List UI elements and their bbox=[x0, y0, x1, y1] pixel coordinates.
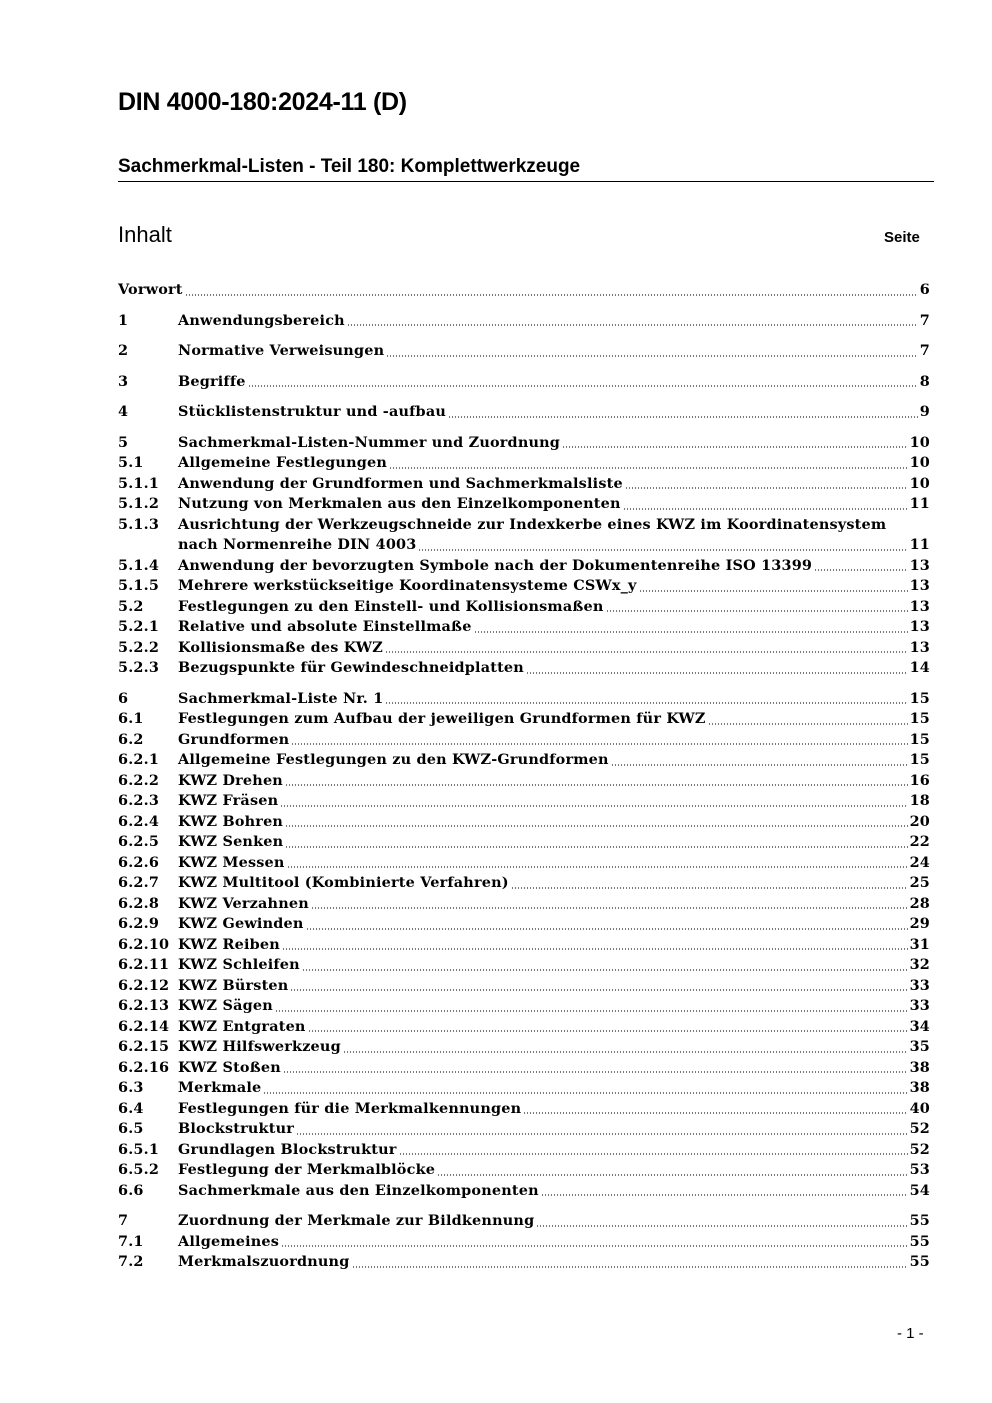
toc-entry-page: 13 bbox=[909, 618, 930, 635]
toc-entry-number: 6 bbox=[118, 689, 129, 707]
toc-entry-page: 35 bbox=[909, 1038, 930, 1055]
toc-entry[interactable] bbox=[118, 402, 930, 423]
toc-entry-page: 7 bbox=[919, 311, 930, 329]
toc-entry-title: Festlegungen für die Merkmalkennungen bbox=[178, 1099, 522, 1117]
toc-entry-title: Ausrichtung der Werkzeugschneide zur Indexkerbe eines KWZ im Koordinatensystem bbox=[178, 515, 887, 533]
toc-entry-title: Allgemeines bbox=[178, 1232, 280, 1250]
toc-entry[interactable] bbox=[118, 576, 930, 597]
toc-entry-number: 3 bbox=[118, 372, 129, 390]
toc-entry-page: 33 bbox=[909, 976, 930, 994]
toc-entry-page: 18 bbox=[909, 792, 930, 809]
toc-entry[interactable] bbox=[118, 1037, 930, 1058]
toc-entry-number: 6.2.13 bbox=[118, 997, 170, 1014]
toc-entry-page: 52 bbox=[909, 1120, 930, 1137]
toc-entry-title: Sachmerkmal-Listen-Nummer und Zuordnung bbox=[178, 433, 561, 451]
toc-entry-page: 13 bbox=[909, 638, 930, 656]
page-column-label: Seite bbox=[884, 229, 920, 246]
toc-entry[interactable] bbox=[118, 894, 930, 915]
toc-entry-title: Anwendung der Grundformen und Sachmerkmalsliste bbox=[178, 474, 623, 492]
toc-dot-leader bbox=[606, 610, 908, 612]
toc-entry-title: Festlegungen zum Aufbau der jeweiligen Grundformen für KWZ bbox=[178, 710, 706, 727]
toc-entry-page: 16 bbox=[909, 771, 930, 789]
toc-entry-page: 29 bbox=[909, 915, 930, 932]
toc-entry-title: Nutzung von Merkmalen aus den Einzelkomponenten bbox=[178, 495, 621, 512]
toc-entry-title: KWZ Hilfswerkzeug bbox=[178, 1038, 341, 1055]
toc-entry-number: 6.2.6 bbox=[118, 853, 160, 871]
toc-entry-page: 31 bbox=[909, 935, 930, 953]
toc-entry[interactable] bbox=[118, 658, 930, 679]
toc-entry-page: 11 bbox=[909, 495, 930, 512]
toc-entry-page: 38 bbox=[909, 1079, 930, 1096]
toc-entry-title: KWZ Messen bbox=[178, 853, 285, 871]
toc-entry-title: Relative und absolute Einstellmaße bbox=[178, 618, 472, 635]
toc-entry[interactable] bbox=[118, 372, 930, 393]
toc-entry-title: Sachmerkmale aus den Einzelkomponenten bbox=[178, 1181, 539, 1199]
toc-entry-number: 5.1.5 bbox=[118, 577, 160, 594]
toc-entry-number: 6.2.15 bbox=[118, 1038, 170, 1055]
toc-entry-number: 7.1 bbox=[118, 1232, 144, 1250]
toc-entry-number: 5.1 bbox=[118, 454, 144, 471]
toc-entry-page: 14 bbox=[909, 659, 930, 676]
toc-entry-page: 20 bbox=[909, 812, 930, 830]
toc-entry[interactable] bbox=[118, 730, 930, 751]
toc-entry-title: KWZ Bürsten bbox=[178, 976, 289, 994]
toc-entry[interactable] bbox=[118, 1058, 930, 1079]
toc-dot-leader bbox=[248, 385, 918, 387]
toc-entry-page: 52 bbox=[909, 1140, 930, 1158]
toc-entry-title: Normative Verweisungen bbox=[178, 342, 385, 359]
toc-entry-title: Grundformen bbox=[178, 730, 290, 748]
toc-dot-leader bbox=[639, 590, 908, 592]
toc-entry-number: 6.2.16 bbox=[118, 1058, 170, 1076]
toc-entry-number: 6.4 bbox=[118, 1099, 144, 1117]
toc-entry-title: KWZ Gewinden bbox=[178, 915, 304, 932]
toc-entry-number: 6.5.2 bbox=[118, 1161, 160, 1178]
toc-entry-title: KWZ Entgraten bbox=[178, 1017, 306, 1035]
toc-entry-page: 32 bbox=[909, 956, 930, 973]
toc-dot-leader bbox=[275, 1010, 908, 1012]
toc-entry-page: 28 bbox=[909, 894, 930, 912]
toc-dot-leader bbox=[287, 866, 908, 868]
toc-dot-leader bbox=[302, 969, 908, 971]
toc-entry-page: 15 bbox=[909, 689, 930, 707]
toc-dot-leader bbox=[399, 1153, 908, 1155]
toc-dot-leader bbox=[523, 1112, 907, 1114]
toc-entry[interactable] bbox=[118, 515, 930, 556]
toc-dot-leader bbox=[562, 446, 907, 448]
toc-dot-leader bbox=[282, 948, 908, 950]
toc-entry-title: Festlegung der Merkmalblöcke bbox=[178, 1161, 436, 1178]
toc-dot-leader bbox=[283, 1071, 908, 1073]
toc-dot-leader bbox=[296, 1133, 908, 1135]
toc-entry-number: 5.2.2 bbox=[118, 638, 160, 656]
toc-entry[interactable] bbox=[118, 1140, 930, 1161]
document-subtitle: Sachmerkmal-Listen - Teil 180: Komplettwerkzeuge bbox=[118, 156, 934, 182]
toc-dot-leader bbox=[263, 1092, 907, 1094]
toc-entry[interactable] bbox=[118, 280, 930, 301]
toc-entry-number: 6.5 bbox=[118, 1120, 144, 1137]
toc-entry-number: 6.5.1 bbox=[118, 1140, 160, 1158]
toc-entry-page: 15 bbox=[909, 730, 930, 748]
toc-entry-title: Merkmalszuordnung bbox=[178, 1253, 350, 1270]
toc-entry[interactable] bbox=[118, 1017, 930, 1038]
toc-dot-leader bbox=[814, 569, 907, 571]
toc-entry-number: 6.6 bbox=[118, 1181, 144, 1199]
toc-entry-title: Bezugspunkte für Gewindeschneidplatten bbox=[178, 659, 524, 676]
toc-entry-number: 5.1.4 bbox=[118, 556, 160, 574]
toc-dot-leader bbox=[285, 825, 907, 827]
toc-entry-number: 2 bbox=[118, 342, 129, 359]
toc-entry-page: 6 bbox=[919, 281, 930, 298]
toc-entry-title: Merkmale bbox=[178, 1079, 262, 1096]
toc-entry-number: 6.2.11 bbox=[118, 956, 170, 973]
toc-entry-number: 6.2 bbox=[118, 730, 144, 748]
toc-entry-title: Vorwort bbox=[118, 281, 183, 298]
toc-entry[interactable] bbox=[118, 689, 930, 710]
toc-entry[interactable] bbox=[118, 955, 930, 976]
toc-entry-number: 5.2.1 bbox=[118, 618, 160, 635]
toc-entry-title: KWZ Sägen bbox=[178, 997, 273, 1014]
toc-dot-leader bbox=[343, 1051, 908, 1053]
toc-dot-leader bbox=[285, 846, 907, 848]
toc-entry-title: Kollisionsmaße des KWZ bbox=[178, 638, 383, 656]
toc-entry-number: 6.2.3 bbox=[118, 792, 160, 809]
toc-dot-leader bbox=[185, 294, 918, 296]
toc-entry[interactable] bbox=[118, 1160, 930, 1181]
toc-entry-page: 25 bbox=[909, 874, 930, 891]
toc-dot-leader bbox=[280, 805, 907, 807]
toc-entry[interactable] bbox=[118, 311, 930, 332]
toc-dot-leader bbox=[308, 1030, 908, 1032]
toc-entry-title: Begriffe bbox=[178, 372, 246, 390]
toc-entry[interactable] bbox=[118, 341, 930, 362]
toc-entry-title: Allgemeine Festlegungen bbox=[178, 454, 388, 471]
toc-entry-title: Blockstruktur bbox=[178, 1120, 295, 1137]
toc-entry-title: Allgemeine Festlegungen zu den KWZ-Grundformen bbox=[178, 751, 609, 768]
toc-dot-leader bbox=[418, 549, 907, 551]
toc-entry[interactable] bbox=[118, 832, 930, 853]
toc-dot-leader bbox=[285, 784, 908, 786]
toc-entry-page: 33 bbox=[909, 997, 930, 1014]
toc-entry-page: 9 bbox=[919, 403, 930, 420]
toc-entry-number: 6.2.10 bbox=[118, 935, 170, 953]
toc-entry-title: Anwendungsbereich bbox=[178, 311, 345, 329]
toc-dot-leader bbox=[511, 887, 908, 889]
toc-entry-title-continued: nach Normenreihe DIN 4003 bbox=[178, 536, 417, 553]
toc-entry-page: 13 bbox=[909, 577, 930, 594]
toc-entry-number: 6.2.8 bbox=[118, 894, 160, 912]
toc-entry-page: 53 bbox=[909, 1161, 930, 1178]
toc-entry-page: 34 bbox=[909, 1017, 930, 1035]
toc-entry[interactable] bbox=[118, 853, 930, 874]
toc-entry-title: KWZ Stoßen bbox=[178, 1058, 281, 1076]
toc-dot-leader bbox=[290, 989, 907, 991]
toc-entry-number: 5.1.2 bbox=[118, 495, 160, 512]
toc-entry-page: 55 bbox=[909, 1232, 930, 1250]
toc-entry-page: 13 bbox=[909, 597, 930, 615]
toc-entry-title: Stücklistenstruktur und -aufbau bbox=[178, 403, 446, 420]
toc-entry-page: 15 bbox=[909, 710, 930, 727]
toc-entry[interactable] bbox=[118, 1099, 930, 1120]
toc-dot-leader bbox=[526, 672, 908, 674]
toc-entry-number: 6.2.9 bbox=[118, 915, 160, 932]
toc-entry[interactable] bbox=[118, 638, 930, 659]
toc-entry-title: KWZ Senken bbox=[178, 833, 284, 850]
toc-entry[interactable] bbox=[118, 1252, 930, 1273]
toc-entry-title: KWZ Multitool (Kombinierte Verfahren) bbox=[178, 874, 509, 891]
toc-entry[interactable] bbox=[118, 709, 930, 730]
toc-entry-page: 13 bbox=[909, 556, 930, 574]
toc-entry[interactable] bbox=[118, 494, 930, 515]
toc-entry[interactable] bbox=[118, 791, 930, 812]
toc-dot-leader bbox=[611, 764, 908, 766]
toc-entry-title: Sachmerkmal-Liste Nr. 1 bbox=[178, 689, 384, 707]
toc-entry-page: 8 bbox=[919, 372, 930, 390]
toc-entry-number: 6.2.12 bbox=[118, 976, 170, 994]
toc-dot-leader bbox=[385, 651, 908, 653]
toc-dot-leader bbox=[385, 702, 907, 704]
toc-entry[interactable] bbox=[118, 617, 930, 638]
toc-dot-leader bbox=[281, 1245, 907, 1247]
toc-entry[interactable] bbox=[118, 771, 930, 792]
toc-dot-leader bbox=[347, 324, 918, 326]
toc-dot-leader bbox=[437, 1174, 907, 1176]
toc-entry[interactable] bbox=[118, 1232, 930, 1253]
toc-entry[interactable] bbox=[118, 453, 930, 474]
toc-dot-leader bbox=[541, 1194, 908, 1196]
toc-entry[interactable] bbox=[118, 474, 930, 495]
toc-dot-leader bbox=[386, 355, 918, 357]
toc-entry-number: 6.2.7 bbox=[118, 874, 160, 891]
toc-entry-number: 1 bbox=[118, 311, 129, 329]
toc-entry-title: KWZ Bohren bbox=[178, 812, 284, 830]
toc-entry[interactable] bbox=[118, 1078, 930, 1099]
toc-entry-title: Mehrere werkstückseitige Koordinatensysteme CSWx_y bbox=[178, 577, 637, 594]
toc-entry-page: 7 bbox=[919, 342, 930, 359]
toc-dot-leader bbox=[708, 723, 908, 725]
toc-entry-title: Anwendung der bevorzugten Symbole nach der Dokumentenreihe ISO 13399 bbox=[178, 556, 813, 574]
toc-entry-title: KWZ Schleifen bbox=[178, 956, 300, 973]
toc-entry[interactable] bbox=[118, 750, 930, 771]
contents-heading: Inhalt bbox=[118, 222, 172, 247]
toc-entry[interactable] bbox=[118, 812, 930, 833]
toc-entry-number: 5.1.1 bbox=[118, 474, 160, 492]
toc-entry-number: 6.2.1 bbox=[118, 751, 160, 768]
toc-entry-title: KWZ Reiben bbox=[178, 935, 280, 953]
toc-entry-number: 6.3 bbox=[118, 1079, 144, 1096]
toc-entry-page: 24 bbox=[909, 853, 930, 871]
toc-entry[interactable] bbox=[118, 433, 930, 454]
toc-entry-number: 5 bbox=[118, 433, 129, 451]
toc-dot-leader bbox=[352, 1266, 908, 1268]
toc-entry-page: 55 bbox=[909, 1253, 930, 1270]
toc-entry-number: 6.2.4 bbox=[118, 812, 160, 830]
toc-entry-number: 7.2 bbox=[118, 1253, 144, 1270]
toc-entry[interactable] bbox=[118, 597, 930, 618]
toc-entry-number: 6.2.5 bbox=[118, 833, 160, 850]
toc-dot-leader bbox=[389, 467, 908, 469]
toc-entry-title: Zuordnung der Merkmale zur Bildkennung bbox=[178, 1212, 535, 1229]
toc-entry[interactable] bbox=[118, 914, 930, 935]
table-of-contents bbox=[118, 280, 930, 1273]
toc-entry-page: 10 bbox=[909, 474, 930, 492]
toc-entry-number: 6.2.2 bbox=[118, 771, 160, 789]
toc-dot-leader bbox=[291, 743, 907, 745]
toc-entry[interactable] bbox=[118, 996, 930, 1017]
toc-entry[interactable] bbox=[118, 1211, 930, 1232]
toc-entry[interactable] bbox=[118, 1119, 930, 1140]
toc-entry-page: 10 bbox=[909, 454, 930, 471]
toc-entry-title: KWZ Fräsen bbox=[178, 792, 279, 809]
toc-entry-page: 38 bbox=[909, 1058, 930, 1076]
toc-entry-number: 5.2.3 bbox=[118, 659, 160, 676]
toc-dot-leader bbox=[306, 928, 908, 930]
toc-entry-page: 22 bbox=[909, 833, 930, 850]
document-title: DIN 4000-180:2024-11 (D) bbox=[118, 88, 407, 116]
toc-entry-page: 10 bbox=[909, 433, 930, 451]
toc-dot-leader bbox=[474, 631, 908, 633]
toc-entry-number: 7 bbox=[118, 1212, 129, 1229]
toc-dot-leader bbox=[448, 416, 918, 418]
toc-entry[interactable] bbox=[118, 873, 930, 894]
toc-entry-number: 6.1 bbox=[118, 710, 144, 727]
toc-entry-page: 15 bbox=[909, 751, 930, 768]
toc-dot-leader bbox=[536, 1225, 907, 1227]
page-number-footer: - 1 - bbox=[897, 1325, 924, 1342]
toc-entry-number: 5.2 bbox=[118, 597, 144, 615]
toc-entry-page: 55 bbox=[909, 1212, 930, 1229]
toc-entry-title: Festlegungen zu den Einstell- und Kollisionsmaßen bbox=[178, 597, 604, 615]
toc-entry-number: 5.1.3 bbox=[118, 515, 160, 533]
toc-entry-title: Grundlagen Blockstruktur bbox=[178, 1140, 397, 1158]
toc-dot-leader bbox=[623, 508, 908, 510]
toc-dot-leader bbox=[311, 907, 908, 909]
toc-entry-page: 40 bbox=[909, 1099, 930, 1117]
toc-entry[interactable] bbox=[118, 1181, 930, 1202]
toc-entry-title: KWZ Verzahnen bbox=[178, 894, 309, 912]
toc-entry-page: 11 bbox=[909, 536, 930, 553]
toc-entry-number: 4 bbox=[118, 403, 129, 420]
toc-entry[interactable] bbox=[118, 976, 930, 997]
toc-entry-number: 6.2.14 bbox=[118, 1017, 170, 1035]
toc-entry[interactable] bbox=[118, 556, 930, 577]
toc-entry-page: 54 bbox=[909, 1181, 930, 1199]
toc-entry[interactable] bbox=[118, 935, 930, 956]
toc-dot-leader bbox=[625, 487, 908, 489]
toc-entry-title: KWZ Drehen bbox=[178, 771, 283, 789]
